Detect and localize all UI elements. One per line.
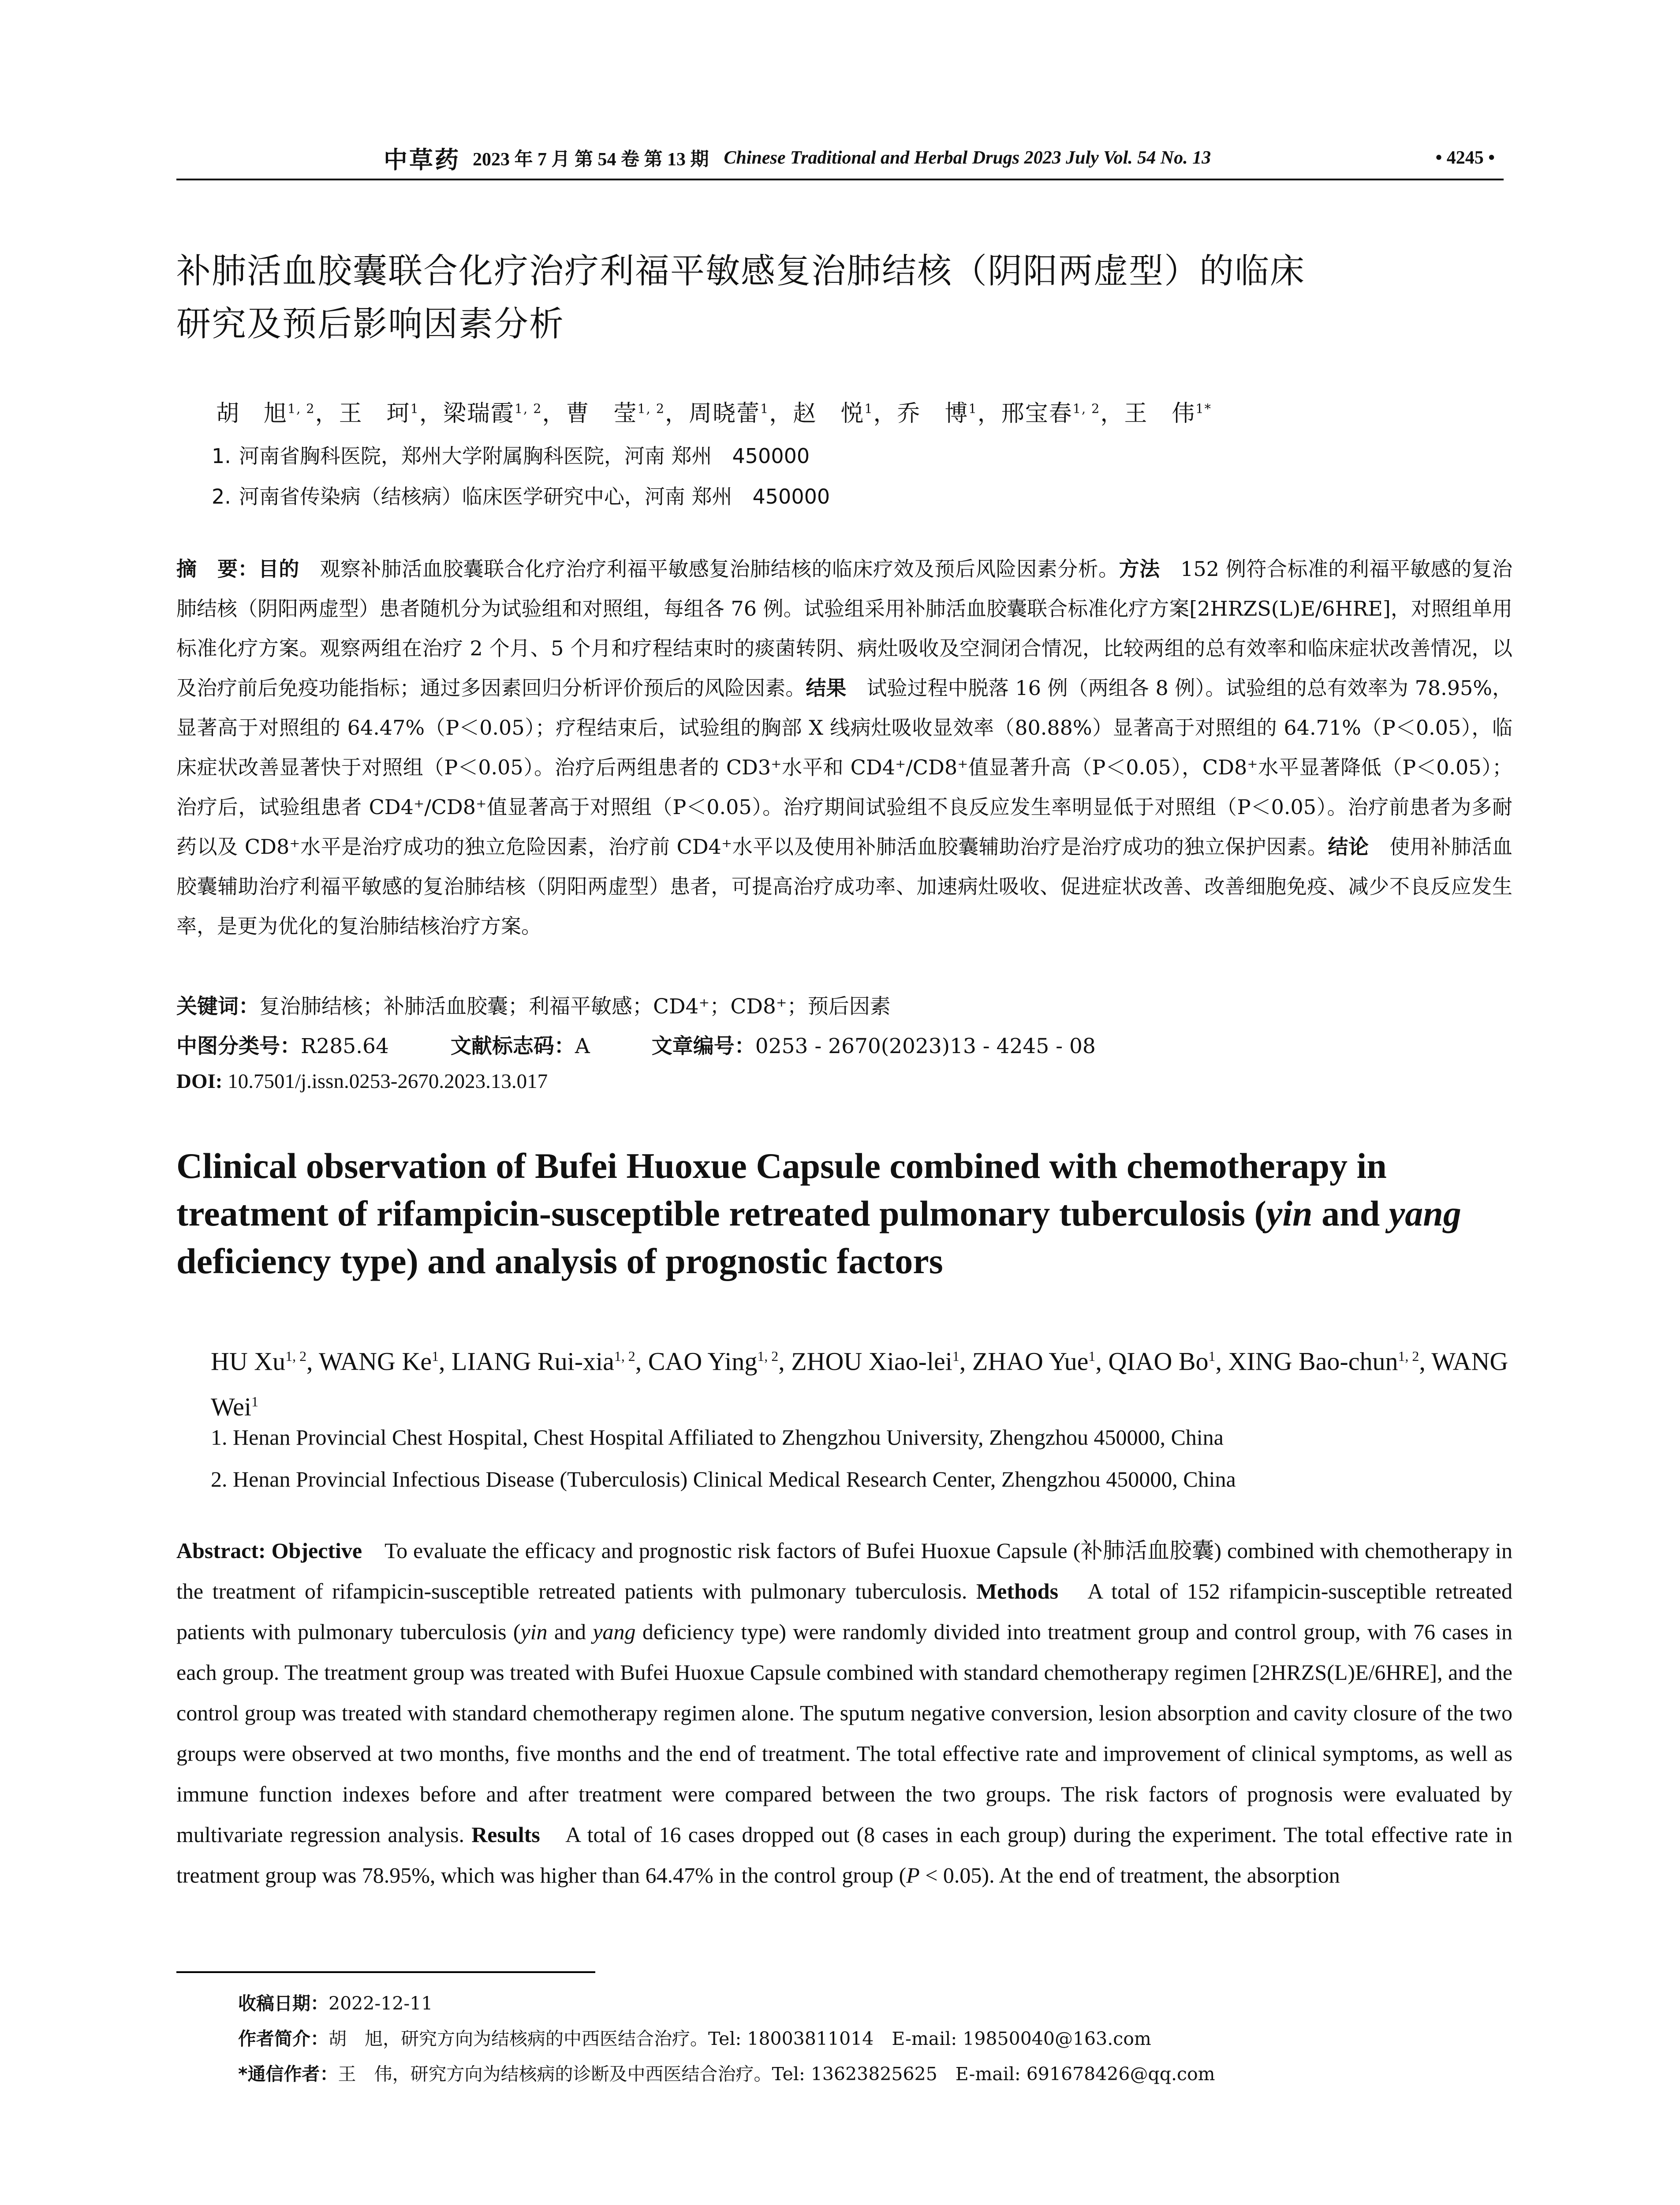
- author-affiliation-marker: 1, 2: [287, 401, 315, 416]
- author-name: 乔 博: [897, 400, 969, 427]
- author-affiliation-marker: 1, 2: [757, 1349, 779, 1364]
- author-separator: ，: [315, 400, 339, 427]
- abstract-label: Abstract: Objective: [176, 1538, 362, 1563]
- author-name: WANG Ke: [318, 1347, 432, 1376]
- author-affiliation-marker: 1: [968, 401, 978, 416]
- objective-text: 观察补肺活血胶囊联合化疗治疗利福平敏感复治肺结核的临床疗效及预后风险因素分析。: [299, 557, 1119, 581]
- author-separator: ,: [306, 1347, 319, 1376]
- author-affiliation-marker: 1: [864, 401, 874, 416]
- author-separator: ,: [635, 1347, 648, 1376]
- author-affiliation-marker: 1, 2: [1398, 1349, 1419, 1364]
- author-affiliation-marker: 1, 2: [285, 1349, 307, 1364]
- keywords: 关键词：复治肺结核；补肺活血胶囊；利福平敏感；CD4⁺；CD8⁺；预后因素: [176, 994, 891, 1019]
- issue-info-cn: 2023 年 7 月 第 54 卷 第 13 期: [473, 149, 709, 170]
- author-affiliation-marker: 1: [952, 1349, 959, 1364]
- author-separator: ，: [542, 400, 566, 427]
- author-separator: ，: [769, 400, 793, 427]
- author-name: 梁瑞霞: [443, 400, 515, 427]
- author-name: 赵 悦: [793, 400, 865, 427]
- author-name: 胡 旭: [216, 400, 288, 427]
- author-separator: ,: [1419, 1347, 1432, 1376]
- author-name: 周晓蕾: [689, 400, 761, 427]
- results-text: 试验过程中脱落 16 例（两组各 8 例）。试验组的总有效率为 78.95%，显著高于对照组的 64.47%（P＜0.05）；疗程结束后，试验组的胸部 X 线病灶吸收显效率（80.88%）显著高于对照组的 64.71%（P＜0.05），临床症状改善显著快于对照组（P＜0.05）。治疗后两组患者的 CD3⁺水平和 CD4⁺/CD8⁺值显著升高（P＜0.05），CD8⁺水平显著降低（P＜0.05）；治疗后，试验组患者 CD4⁺/CD8⁺值显著高于对照组（P＜0.05）。治疗期间试验组不良反应发生率明显低于对照组（P＜0.05）。治疗前患者为多耐药以及 CD8⁺水平是治疗成功的独立危险因素，治疗前 CD4⁺水平以及使用补肺活血胶囊辅助治疗是治疗成功的独立保护因素。: [176, 676, 1513, 859]
- author-affiliation-marker: 1, 2: [614, 1349, 635, 1364]
- classification-line: 中图分类号：R285.64 文献标志码：A 文章编号：0253 - 2670(2023)13 - 4245 - 08: [176, 1034, 1096, 1058]
- chinese-author-list: [216, 395, 1212, 428]
- author-separator: ,: [778, 1347, 791, 1376]
- author-affiliation-marker: 1*: [1195, 401, 1212, 416]
- page-number: • 4245 •: [1435, 148, 1495, 168]
- objective-label: 目的: [258, 557, 299, 581]
- author-name: QIAO Bo: [1108, 1347, 1209, 1376]
- author-name: 王 珂: [339, 400, 411, 427]
- author-name: WANG Wei: [211, 1347, 1508, 1421]
- abstract-label: 摘 要：: [176, 557, 258, 581]
- footnote-rule: [176, 1971, 595, 1973]
- conclusion-text: 使用补肺活血胶囊辅助治疗利福平敏感的复治肺结核（阴阳两虚型）患者，可提高治疗成功率、加速病灶吸收、促进症状改善、改善细胞免疫、减少不良反应发生率，是更为优化的复治肺结核治疗方案。: [176, 835, 1513, 938]
- author-affiliation-marker: 1: [251, 1394, 258, 1410]
- author-separator: ,: [959, 1347, 972, 1376]
- author-separator: ，: [665, 400, 689, 427]
- author-separator: ,: [439, 1347, 452, 1376]
- english-affiliation-2: 2. Henan Provincial Infectious Disease (Tuberculosis) Clinical Medical Research Center, Zhengzhou 450000, China: [211, 1467, 1236, 1491]
- issue-info-en: Chinese Traditional and Herbal Drugs 2023 July Vol. 54 No. 13: [724, 148, 1211, 168]
- author-separator: ,: [1095, 1347, 1109, 1376]
- author-separator: ，: [1100, 400, 1124, 427]
- results-label: 结果: [806, 676, 847, 700]
- chinese-abstract: [176, 549, 1512, 946]
- methods-text: 152 例符合标准的利福平敏感的复治肺结核（阴阳两虚型）患者随机分为试验组和对照组，每组各 76 例。试验组采用补肺活血胶囊联合标准化疗方案[2HRZS(L)E/6HRE]，对照组单用标准化疗方案。观察两组在治疗 2 个月、5 个月和疗程结束时的痰菌转阴、病灶吸收及空洞闭合情况，比较两组的总有效率和临床症状改善情况，以及治疗前后免疫功能指标；通过多因素回归分析评价预后的风险因素。: [176, 557, 1513, 700]
- english-author-list: [211, 1336, 1516, 1428]
- doi-line: DOI: 10.7501/j.issn.0253-2670.2023.13.017: [176, 1070, 548, 1093]
- results-label: Results: [471, 1822, 540, 1847]
- author-affiliation-marker: 1, 2: [514, 401, 542, 416]
- conclusion-label: 结论: [1328, 835, 1369, 859]
- author-name: 邢宝春: [1001, 400, 1073, 427]
- author-name: ZHOU Xiao-lei: [791, 1347, 952, 1376]
- methods-label: Methods: [976, 1579, 1059, 1603]
- author-separator: ，: [977, 400, 1001, 427]
- chinese-affiliation-1: 1. 河南省胸科医院，郑州大学附属胸科医院，河南 郑州 450000: [212, 444, 810, 468]
- author-affiliation-marker: 1: [1088, 1349, 1096, 1364]
- footnote-received: 收稿日期：2022-12-11: [238, 1993, 433, 2014]
- author-affiliation-marker: 1: [410, 401, 419, 416]
- chinese-title-line: 补肺活血胶囊联合化疗治疗利福平敏感复治肺结核（阴阳两虚型）的临床: [176, 251, 1306, 291]
- author-separator: ，: [419, 400, 443, 427]
- english-abstract: Abstract: Objective To evaluate the efficacy and prognostic risk factors of Bufei Huoxue Capsule (补肺活血胶囊) combined with chemotherapy in the treatment of rifampicin-susceptible retreated patients with pulmonary tuberculosis. Methods A total of 152 rifampicin-susceptible retreated patients with pulmonary tuberculosis (yin and yang deficiency type) were randomly divided into treatment group and control group, with 76 cases in each group. The treatment group was treated with Bufei Huoxue Capsule combined with standard chemotherapy regimen [2HRZS(L)E/6HRE], and the control group was treated with standard chemotherapy regimen alone. The sputum negative conversion, lesion absorption and cavity closure of the two groups were observed at two months, five months and the end of treatment. The total effective rate and improvement of clinical symptoms, as well as immune function indexes before and after treatment were compared between the two groups. The risk factors of prognosis were evaluated by multivariate regression analysis. Results A total of 16 cases dropped out (8 cases in each group) during the experiment. The total effective rate in treatment group was 78.95%, which was higher than 64.47% in the control group (P < 0.05). At the end of treatment, the absorption: [176, 1538, 1513, 1887]
- methods-label: 方法: [1119, 557, 1160, 581]
- author-name: HU Xu: [211, 1347, 286, 1376]
- author-separator: ,: [1215, 1347, 1228, 1376]
- author-affiliation-marker: 1: [1208, 1349, 1216, 1364]
- author-name: LIANG Rui-xia: [452, 1347, 614, 1376]
- author-name: 曹 莹: [566, 400, 638, 427]
- english-title: Clinical observation of Bufei Huoxue Capsule combined with chemotherapy in treatment of rifampicin-susceptible retreated pulmonary tuberculosis (yin and yang deficiency type) and analysis of prognostic factors: [176, 1146, 1461, 1281]
- journal-name: 中草药: [384, 146, 460, 173]
- footnote-author-bio: 作者简介：胡 旭，研究方向为结核病的中西医结合治疗。Tel: 18003811014 E-mail: 19850040@163.com: [238, 2028, 1151, 2049]
- footnote-corresponding-author: *通信作者：王 伟，研究方向为结核病的诊断及中西医结合治疗。Tel: 13623825625 E-mail: 691678426@qq.com: [238, 2063, 1215, 2085]
- header-rule: [176, 179, 1504, 180]
- author-name: CAO Ying: [648, 1347, 758, 1376]
- author-affiliation-marker: 1, 2: [1072, 401, 1101, 416]
- author-separator: ，: [873, 400, 897, 427]
- english-affiliation-1: 1. Henan Provincial Chest Hospital, Chest Hospital Affiliated to Zhengzhou University, Zhengzhou 450000, China: [211, 1425, 1224, 1450]
- author-affiliation-marker: 1, 2: [637, 401, 665, 416]
- running-header: [176, 140, 1504, 176]
- author-name: 王 伟: [1124, 400, 1196, 427]
- author-name: XING Bao-chun: [1228, 1347, 1398, 1376]
- chinese-affiliation-2: 2. 河南省传染病（结核病）临床医学研究中心，河南 郑州 450000: [212, 485, 830, 508]
- author-affiliation-marker: 1: [760, 401, 769, 416]
- chinese-title-line: 研究及预后影响因素分析: [176, 304, 565, 344]
- author-name: ZHAO Yue: [972, 1347, 1089, 1376]
- author-affiliation-marker: 1: [432, 1349, 439, 1364]
- chinese-title: [176, 245, 1521, 351]
